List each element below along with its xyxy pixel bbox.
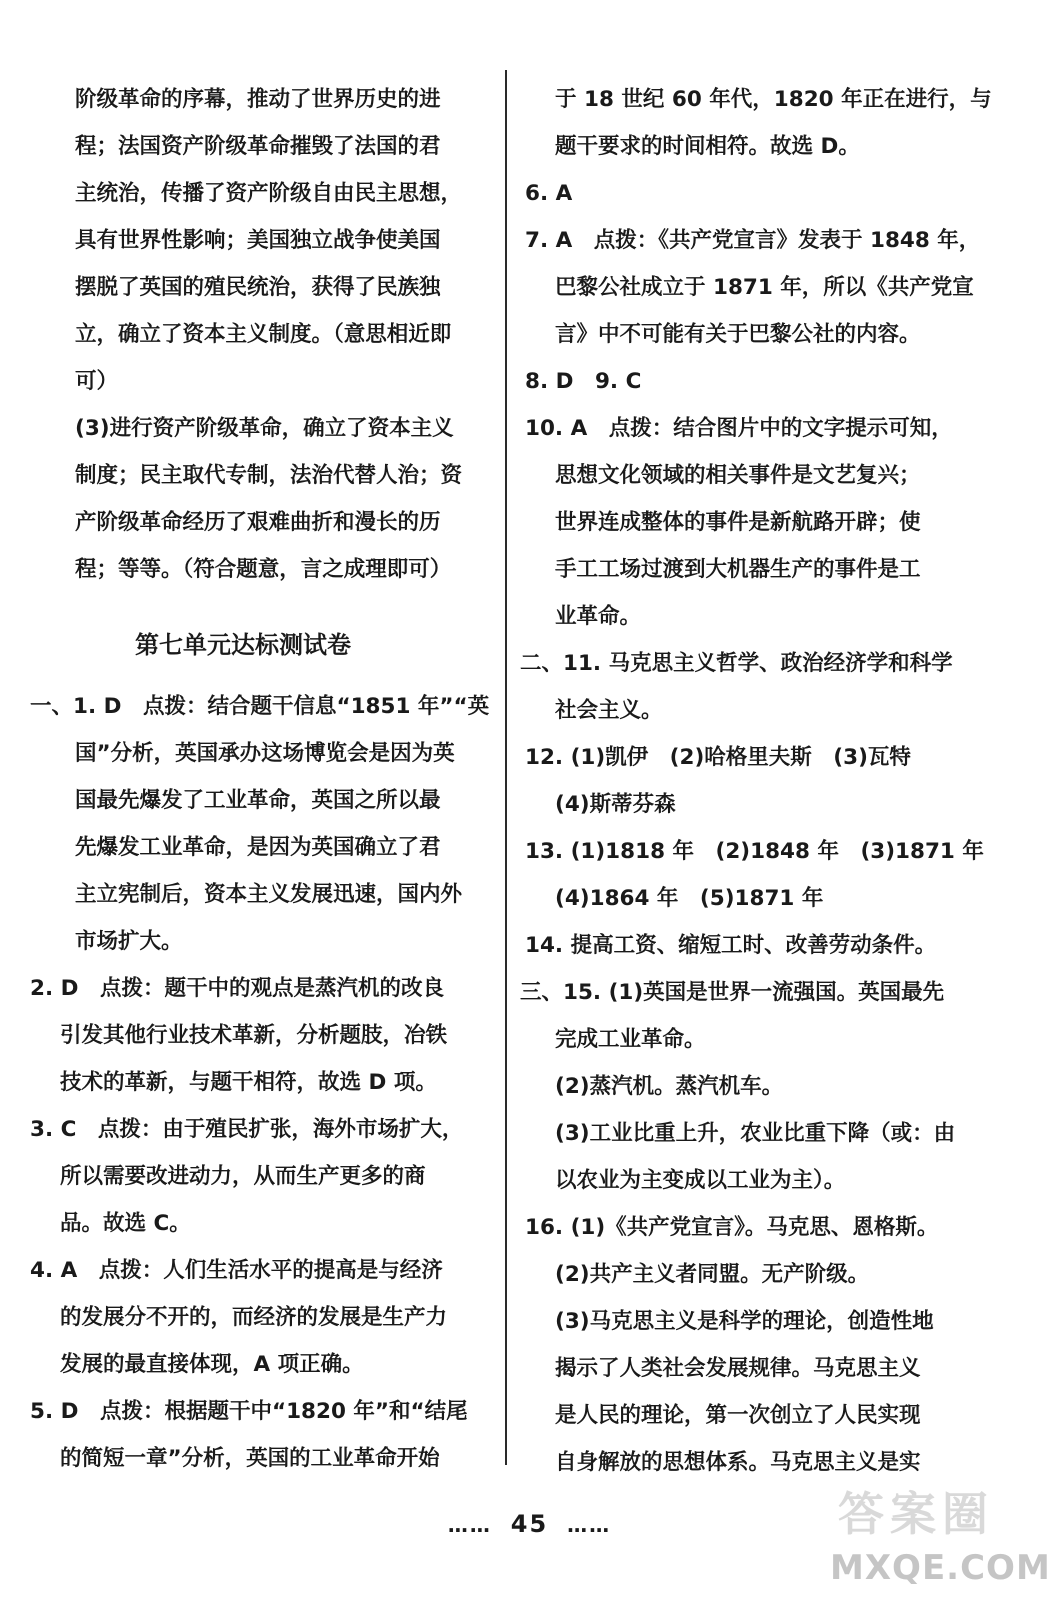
right-line: (3)工业比重上升，农业比重下降（或：由	[555, 1121, 956, 1146]
left-line: 主立宪制后，资本主义发展迅速，国内外	[75, 882, 463, 907]
watermark-url: MXQE.COM	[830, 1548, 1051, 1588]
left-line: 产阶级革命经历了艰难曲折和漫长的历	[75, 510, 441, 535]
right-line: 二、11. 马克思主义哲学、政治经济学和科学	[520, 651, 953, 676]
right-line: 是人民的理论，第一次创立了人民实现	[555, 1403, 921, 1428]
left-line: 立，确立了资本主义制度。（意思相近即	[75, 322, 452, 347]
left-line: 的发展分不开的，而经济的发展是生产力	[60, 1305, 448, 1330]
left-line: 3. C 点拨：由于殖民扩张，海外市场扩大，	[30, 1117, 464, 1142]
left-line: 国”分析，英国承办这场博览会是因为英	[75, 741, 455, 766]
left-line: (3)进行资产阶级革命，确立了资本主义	[75, 416, 454, 441]
left-line: 阶级革命的序幕，推动了世界历史的进	[75, 87, 441, 112]
right-line: 以农业为主变成以工业为主）。	[555, 1168, 846, 1193]
right-line: (2)共产主义者同盟。无产阶级。	[555, 1262, 870, 1287]
left-line: 摆脱了英国的殖民统治，获得了民族独	[75, 275, 441, 300]
left-line: 发展的最直接体现，A 项正确。	[60, 1352, 364, 1377]
left-line: 程；法国资产阶级革命摧毁了法国的君	[75, 134, 441, 159]
right-line: 巴黎公社成立于 1871 年，所以《共产党宣	[555, 275, 974, 300]
right-line: 8. D 9. C	[525, 369, 642, 394]
right-line: 社会主义。	[555, 698, 663, 723]
left-line: 主统治，传播了资产阶级自由民主思想，	[75, 181, 463, 206]
right-line: 题干要求的时间相符。故选 D。	[555, 134, 860, 159]
right-line: (3)马克思主义是科学的理论，创造性地	[555, 1309, 934, 1334]
left-line: 5. D 点拨：根据题干中“1820 年”和“结尾	[30, 1399, 468, 1424]
left-line: 可）	[75, 369, 119, 394]
left-line: 引发其他行业技术革新，分析题肢，冶铁	[60, 1023, 448, 1048]
right-line: 13. (1)1818 年 (2)1848 年 (3)1871 年	[525, 839, 984, 864]
left-line: 制度；民主取代专制，法治代替人治；资	[75, 463, 463, 488]
right-line: 自身解放的思想体系。马克思主义是实	[555, 1450, 921, 1475]
right-line: 12. (1)凯伊 (2)哈格里夫斯 (3)瓦特	[525, 745, 911, 770]
watermark-logo: 答案圈	[838, 1487, 994, 1541]
right-line: (4)斯蒂芬森	[555, 792, 676, 817]
right-line: 揭示了人类社会发展规律。马克思主义	[555, 1356, 921, 1381]
right-line: 10. A 点拨：结合图片中的文字提示可知，	[525, 416, 953, 441]
right-line: 手工工场过渡到大机器生产的事件是工	[555, 557, 921, 582]
left-line: 所以需要改进动力，从而生产更多的商	[60, 1164, 426, 1189]
right-line: 14. 提高工资、缩短工时、改善劳动条件。	[525, 933, 937, 958]
right-line: 世界连成整体的事件是新航路开辟；使	[555, 510, 921, 535]
right-line: 业革命。	[555, 604, 642, 629]
right-line: 完成工业革命。	[555, 1027, 706, 1052]
right-line: (4)1864 年 (5)1871 年	[555, 886, 824, 911]
right-line: 于 18 世纪 60 年代，1820 年正在进行，与	[555, 87, 992, 112]
left-line: 具有世界性影响；美国独立战争使美国	[75, 228, 441, 253]
left-line: 技术的革新，与题干相符，故选 D 项。	[60, 1070, 437, 1095]
footer-dots-right: ……	[567, 1513, 612, 1537]
left-line: 一、1. D 点拨：结合题干信息“1851 年”“英	[30, 694, 490, 719]
left-line: 4. A 点拨：人们生活水平的提高是与经济	[30, 1258, 443, 1283]
left-line: 的简短一章”分析，英国的工业革命开始	[60, 1446, 440, 1471]
left-line: 国最先爆发了工业革命，英国之所以最	[75, 788, 441, 813]
left-line: 市场扩大。	[75, 929, 183, 954]
left-line: 品。故选 C。	[60, 1211, 191, 1236]
right-line: (2)蒸汽机。蒸汽机车。	[555, 1074, 784, 1099]
right-line: 思想文化领域的相关事件是文艺复兴；	[555, 463, 921, 488]
right-line: 6. A	[525, 181, 573, 206]
right-line: 7. A 点拨：《共产党宣言》发表于 1848 年，	[525, 228, 981, 253]
page-number: 45	[510, 1510, 549, 1538]
right-line: 16. (1)《共产党宣言》。马克思、恩格斯。	[525, 1215, 939, 1240]
left-line: 先爆发工业革命，是因为英国确立了君	[75, 835, 441, 860]
footer-dots-left: ……	[447, 1513, 492, 1537]
section-heading: 第七单元达标测试卷	[135, 631, 351, 659]
left-line: 程；等等。（符合题意，言之成理即可）	[75, 557, 452, 582]
column-divider	[505, 70, 507, 1465]
right-line: 言》中不可能有关于巴黎公社的内容。	[555, 322, 921, 347]
left-line: 2. D 点拨：题干中的观点是蒸汽机的改良	[30, 976, 444, 1001]
right-line: 三、15. (1)英国是世界一流强国。英国最先	[520, 980, 945, 1005]
